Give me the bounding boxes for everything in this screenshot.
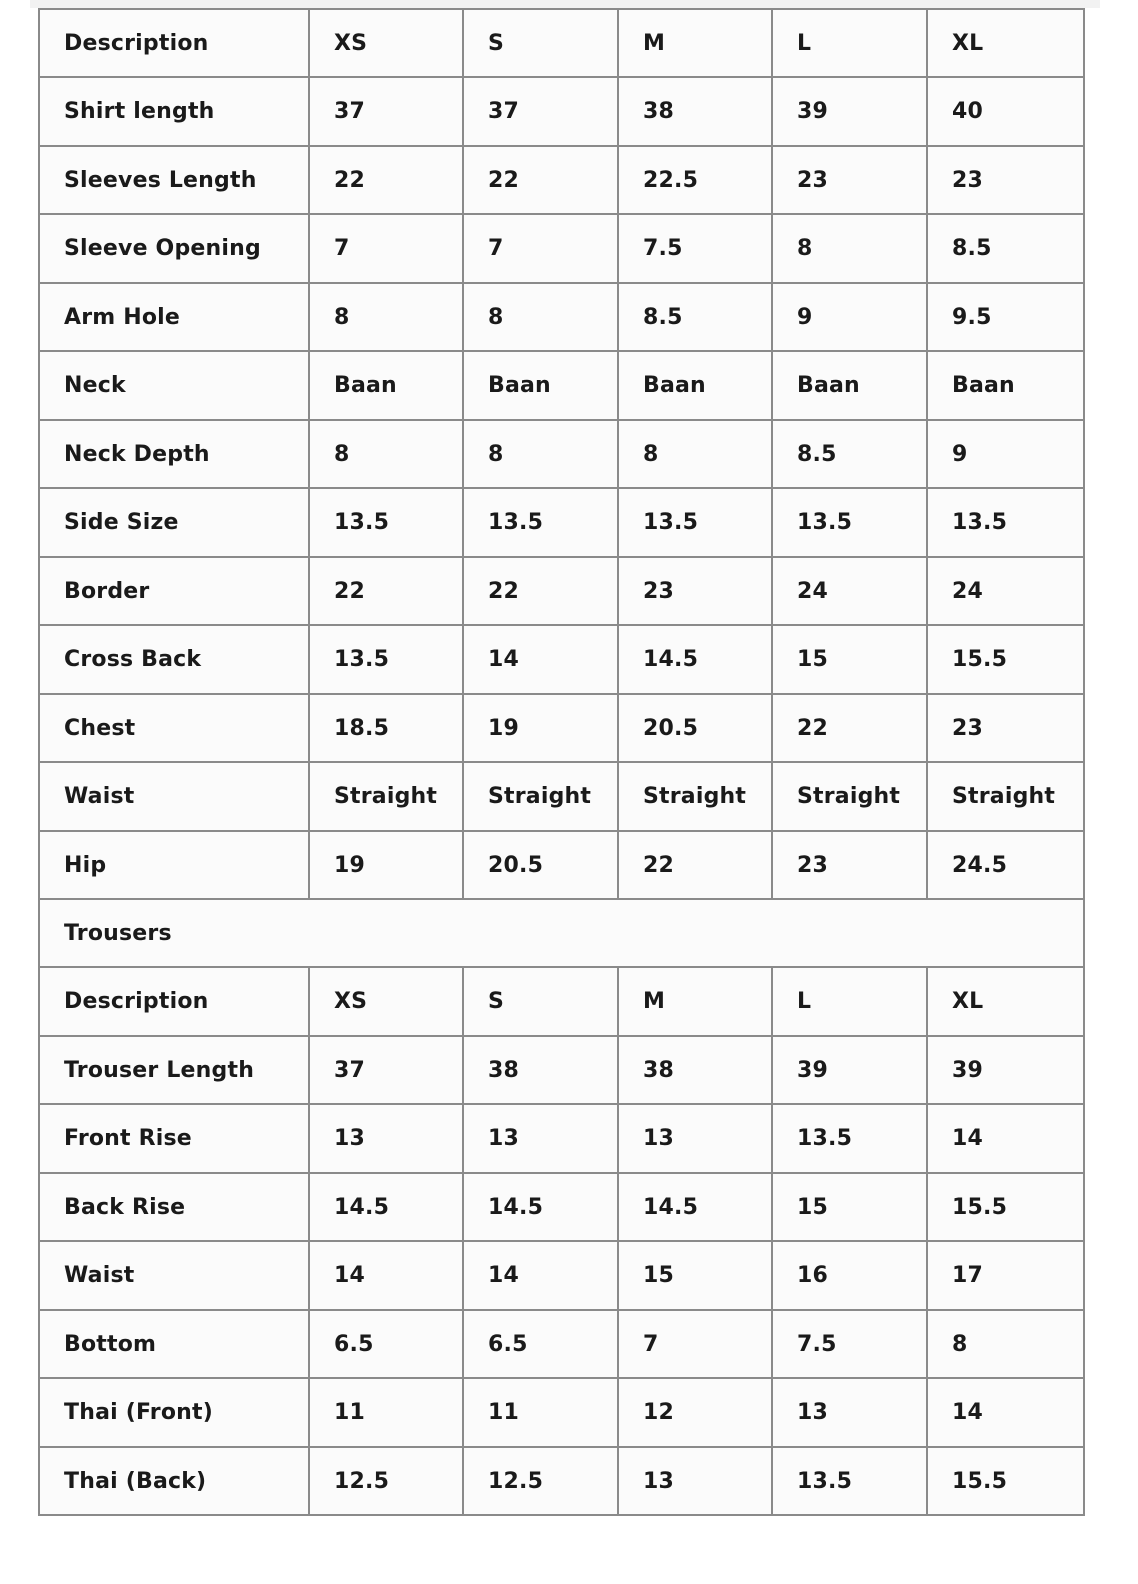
header-size-l: L	[772, 9, 927, 77]
cell-l: 15	[772, 1173, 927, 1241]
cell-xl: 17	[927, 1241, 1084, 1310]
cell-m: 14.5	[618, 1173, 772, 1241]
cell-s: 37	[463, 77, 618, 146]
table-row	[39, 557, 1084, 625]
table-row	[39, 694, 1084, 762]
bottom-strip	[30, 1558, 1100, 1584]
table-row	[39, 1173, 1084, 1241]
header-size-xs: XS	[309, 9, 463, 77]
table-row	[39, 146, 1084, 214]
cell-xs: 22	[309, 557, 463, 625]
top-strip	[30, 0, 1100, 8]
cell-l: 13.5	[772, 1447, 927, 1515]
cell-s: Straight	[463, 762, 618, 831]
cell-l: 7.5	[772, 1310, 927, 1378]
cell-l: 39	[772, 77, 927, 146]
cell-xs: 13.5	[309, 488, 463, 557]
row-label: Thai (Back)	[39, 1447, 309, 1515]
table-row	[39, 420, 1084, 488]
cell-l: 24	[772, 557, 927, 625]
cell-m: 8	[618, 420, 772, 488]
row-label: Shirt length	[39, 77, 309, 146]
cell-xl: 9.5	[927, 283, 1084, 351]
cell-l: 9	[772, 283, 927, 351]
row-label: Front Rise	[39, 1104, 309, 1173]
cell-xs: Baan	[309, 351, 463, 420]
cell-s: 13	[463, 1104, 618, 1173]
cell-l: 39	[772, 1036, 927, 1104]
cell-xs: 22	[309, 146, 463, 214]
cell-xs: 6.5	[309, 1310, 463, 1378]
cell-xl: Baan	[927, 351, 1084, 420]
row-label: Back Rise	[39, 1173, 309, 1241]
cell-xs: 8	[309, 283, 463, 351]
cell-xl: 23	[927, 694, 1084, 762]
cell-s: 6.5	[463, 1310, 618, 1378]
cell-l: 13.5	[772, 1104, 927, 1173]
table-row	[39, 1036, 1084, 1104]
cell-m: 7.5	[618, 214, 772, 283]
size-chart-table	[38, 8, 1085, 1516]
cell-s: 11	[463, 1378, 618, 1447]
cell-xs: 13	[309, 1104, 463, 1173]
table-row	[39, 351, 1084, 420]
row-label: Trouser Length	[39, 1036, 309, 1104]
trouser-header-row	[39, 967, 1084, 1036]
header-size-l: L	[772, 967, 927, 1036]
cell-m: 15	[618, 1241, 772, 1310]
cell-l: 8	[772, 214, 927, 283]
header-size-s: S	[463, 9, 618, 77]
section-title: Trousers	[39, 899, 1084, 967]
cell-xs: 18.5	[309, 694, 463, 762]
shirt-header-row	[39, 9, 1084, 77]
table-row	[39, 77, 1084, 146]
cell-l: 16	[772, 1241, 927, 1310]
row-label: Waist	[39, 1241, 309, 1310]
cell-xs: 14.5	[309, 1173, 463, 1241]
header-size-xl: XL	[927, 967, 1084, 1036]
row-label: Cross Back	[39, 625, 309, 694]
cell-s: 14	[463, 625, 618, 694]
cell-s: 8	[463, 283, 618, 351]
cell-xl: 24	[927, 557, 1084, 625]
cell-m: 38	[618, 1036, 772, 1104]
header-size-s: S	[463, 967, 618, 1036]
cell-s: 12.5	[463, 1447, 618, 1515]
cell-m: 7	[618, 1310, 772, 1378]
cell-s: 13.5	[463, 488, 618, 557]
cell-xs: 11	[309, 1378, 463, 1447]
cell-m: 22.5	[618, 146, 772, 214]
row-label: Sleeve Opening	[39, 214, 309, 283]
cell-l: 22	[772, 694, 927, 762]
cell-xl: 8.5	[927, 214, 1084, 283]
table-row	[39, 762, 1084, 831]
cell-xl: 14	[927, 1104, 1084, 1173]
cell-l: Straight	[772, 762, 927, 831]
table-row	[39, 831, 1084, 899]
cell-m: Straight	[618, 762, 772, 831]
row-label: Chest	[39, 694, 309, 762]
cell-m: 38	[618, 77, 772, 146]
table-row	[39, 214, 1084, 283]
row-label: Border	[39, 557, 309, 625]
cell-xl: 24.5	[927, 831, 1084, 899]
row-label: Arm Hole	[39, 283, 309, 351]
cell-xl: 13.5	[927, 488, 1084, 557]
table-row	[39, 1104, 1084, 1173]
header-size-xl: XL	[927, 9, 1084, 77]
row-label: Hip	[39, 831, 309, 899]
cell-l: 13	[772, 1378, 927, 1447]
table-row	[39, 488, 1084, 557]
cell-xl: 8	[927, 1310, 1084, 1378]
header-size-xs: XS	[309, 967, 463, 1036]
table-row	[39, 1241, 1084, 1310]
cell-s: 20.5	[463, 831, 618, 899]
cell-m: Baan	[618, 351, 772, 420]
cell-xs: 12.5	[309, 1447, 463, 1515]
table-row	[39, 283, 1084, 351]
table-row	[39, 1447, 1084, 1515]
cell-l: 13.5	[772, 488, 927, 557]
cell-xs: 8	[309, 420, 463, 488]
row-label: Waist	[39, 762, 309, 831]
cell-xl: 15.5	[927, 1173, 1084, 1241]
cell-l: 8.5	[772, 420, 927, 488]
row-label: Sleeves Length	[39, 146, 309, 214]
cell-xl: 15.5	[927, 625, 1084, 694]
row-label: Neck Depth	[39, 420, 309, 488]
cell-l: Baan	[772, 351, 927, 420]
header-description: Description	[39, 9, 309, 77]
cell-s: 22	[463, 146, 618, 214]
header-size-m: M	[618, 9, 772, 77]
table-row	[39, 1378, 1084, 1447]
cell-s: 19	[463, 694, 618, 762]
row-label: Bottom	[39, 1310, 309, 1378]
cell-s: 8	[463, 420, 618, 488]
cell-m: 12	[618, 1378, 772, 1447]
cell-m: 8.5	[618, 283, 772, 351]
table-row	[39, 1310, 1084, 1378]
cell-xl: Straight	[927, 762, 1084, 831]
row-label: Neck	[39, 351, 309, 420]
cell-xl: 9	[927, 420, 1084, 488]
cell-xs: 37	[309, 1036, 463, 1104]
cell-l: 23	[772, 831, 927, 899]
cell-xl: 15.5	[927, 1447, 1084, 1515]
row-label: Thai (Front)	[39, 1378, 309, 1447]
cell-xl: 40	[927, 77, 1084, 146]
cell-m: 13.5	[618, 488, 772, 557]
cell-xs: 14	[309, 1241, 463, 1310]
cell-xs: 13.5	[309, 625, 463, 694]
cell-s: 38	[463, 1036, 618, 1104]
cell-m: 13	[618, 1104, 772, 1173]
cell-xs: Straight	[309, 762, 463, 831]
cell-m: 23	[618, 557, 772, 625]
cell-s: 22	[463, 557, 618, 625]
cell-xs: 7	[309, 214, 463, 283]
cell-xl: 39	[927, 1036, 1084, 1104]
cell-l: 23	[772, 146, 927, 214]
cell-s: Baan	[463, 351, 618, 420]
cell-xs: 19	[309, 831, 463, 899]
row-label: Side Size	[39, 488, 309, 557]
cell-xl: 23	[927, 146, 1084, 214]
trousers-section-row	[39, 899, 1084, 967]
cell-m: 13	[618, 1447, 772, 1515]
cell-xl: 14	[927, 1378, 1084, 1447]
cell-m: 20.5	[618, 694, 772, 762]
cell-s: 7	[463, 214, 618, 283]
cell-m: 22	[618, 831, 772, 899]
cell-s: 14	[463, 1241, 618, 1310]
header-description: Description	[39, 967, 309, 1036]
table-row	[39, 625, 1084, 694]
header-size-m: M	[618, 967, 772, 1036]
cell-m: 14.5	[618, 625, 772, 694]
cell-xs: 37	[309, 77, 463, 146]
cell-l: 15	[772, 625, 927, 694]
cell-s: 14.5	[463, 1173, 618, 1241]
